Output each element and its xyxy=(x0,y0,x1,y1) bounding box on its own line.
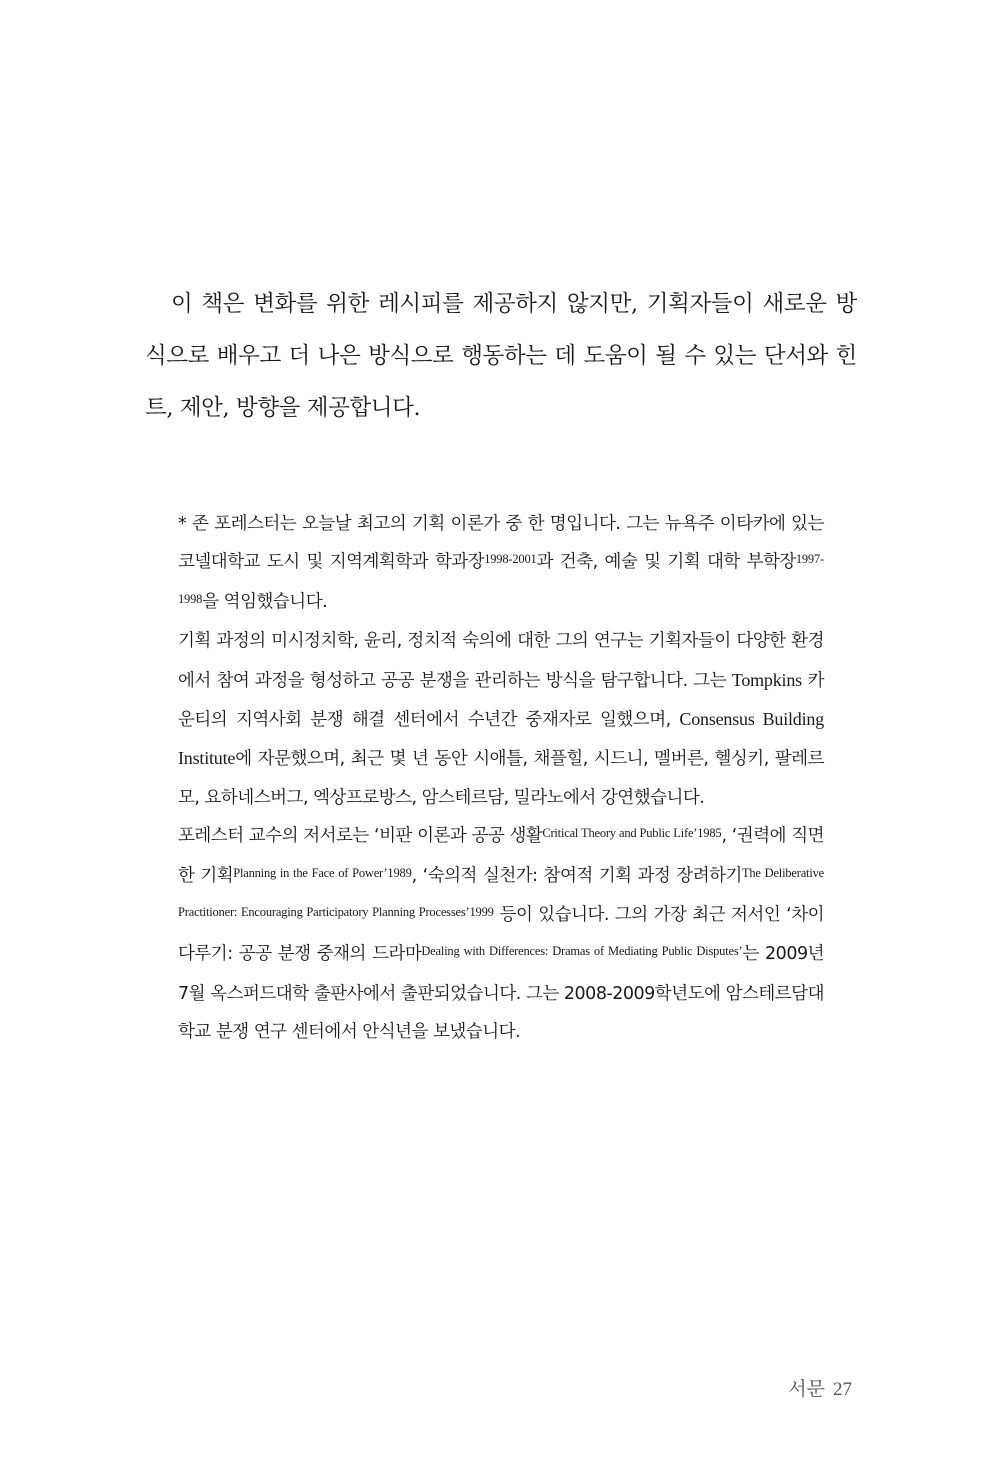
section-label: 서문 xyxy=(788,1379,825,1400)
bio-p3-book-4-english: Dealing with Differences: Dramas of Mediating Public Disputes’ xyxy=(421,944,743,959)
bio-p1-years-chair: 1998-2001 xyxy=(484,552,537,567)
bio-p2-text-a: 기획 과정의 미시정치학, 윤리, 정치적 숙의에 대한 그의 연구는 기획자들이 다양한 환경에서 참여 과정을 형성하고 공공 분쟁을 관리하는 방식을 탐구합니다. 그는 xyxy=(178,631,824,691)
bio-p1-years-dean: 1997-1998 xyxy=(178,552,824,606)
bio-p2-text-e: 에 자문했으며, 최근 몇 년 동안 시애틀, 채플힐, 시드니, 멜버른, 헬싱키, 팔레르모, 요하네스버그, 엑상프로방스, 암스테르담, 밀라노에서 강연했습니다. xyxy=(178,749,824,808)
bio-p3-book-2-english: Planning in the Face of Power’1989 xyxy=(233,865,412,880)
page-number: 27 xyxy=(833,1379,852,1400)
bio-p3-book-1-english: Critical Theory and Public Life’1985 xyxy=(542,826,722,841)
bio-p3-text-a: 포레스터 교수의 저서로는 ‘비판 이론과 공공 생활 xyxy=(178,826,543,847)
bio-paragraph-2 xyxy=(178,622,824,817)
bio-p2-text-c: 카운티의 지역사회 분쟁 해결 센터에서 수년간 중재자로 일했으며, xyxy=(178,670,824,731)
bio-paragraph-3 xyxy=(178,817,824,1051)
bio-p3-text-i: 는 2009년 7월 옥스퍼드대학 출판사에서 출판되었습니다. 그는 2008-2009학년도에 암스테르담대학교 분쟁 연구 센터에서 안식년을 보냈습니다. xyxy=(178,944,824,1043)
bio-p3-text-e: , ‘숙의적 실천가: 참여적 기획 과정 장려하기 xyxy=(411,865,742,886)
bio-p2-tompkins: Tompkins xyxy=(731,669,802,690)
bio-p1-text-e: 을 역임했습니다. xyxy=(202,591,328,612)
bio-p3-text-g: 등이 있습니다. 그의 가장 최근 저서인 ‘차이 다루기: 공공 분쟁 중재의 드라마 xyxy=(178,905,825,965)
bio-paragraph-1 xyxy=(178,505,824,622)
bio-p3-text-c: , ‘권력에 직면한 기획 xyxy=(178,826,824,886)
bio-p2-consensus-institute: Consensus Building Institute xyxy=(178,709,825,769)
page-footer xyxy=(788,1374,852,1401)
bio-p3-book-3-english: The Deliberative Practitioner: Encouraging Participatory Planning Processes’1999 xyxy=(178,865,824,920)
bio-p1-text-c: 과 건축, 예술 및 기획 대학 부학장 xyxy=(536,552,796,573)
bio-p1-text-a: * 존 포레스터는 오늘날 최고의 기획 이론가 중 한 명입니다. 그는 뉴욕주 이타카에 있는 코넬대학교 도시 및 지역계획학과 학과장 xyxy=(178,514,824,573)
intro-paragraph: 이 책은 변화를 위한 레시피를 제공하지 않지만, 기획자들이 새로운 방식으로 배우고 더 나은 방식으로 행동하는 데 도움이 될 수 있는 단서와 힌트, 제안, 방향을 제공합니다. xyxy=(145,291,857,421)
author-bio-note xyxy=(178,505,824,1052)
